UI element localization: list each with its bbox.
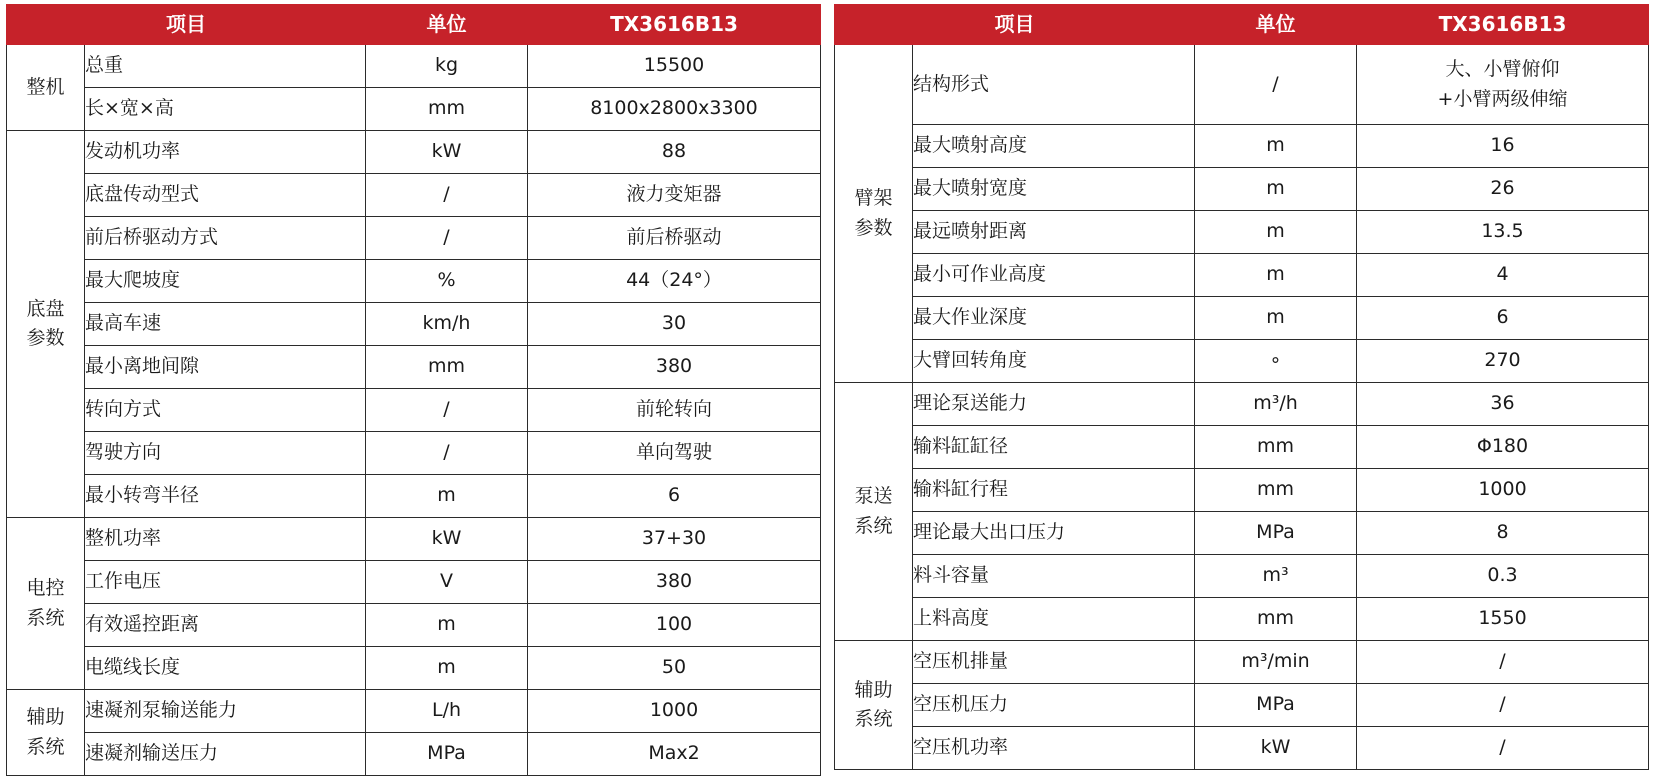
spec-value: 26	[1357, 168, 1649, 211]
group-label-line: 臂架	[854, 187, 893, 210]
spec-row	[7, 131, 821, 174]
spec-row	[7, 260, 821, 303]
spec-row	[7, 346, 821, 389]
spec-unit: m³/min	[1195, 641, 1357, 684]
spec-value	[1357, 45, 1649, 125]
group-label-line: 系统	[26, 606, 65, 629]
spec-value: 13.5	[1357, 211, 1649, 254]
spec-value: 36	[1357, 383, 1649, 426]
group-label	[7, 690, 85, 776]
spec-value: 液力变矩器	[528, 174, 821, 217]
spec-item: 最小转弯半径	[85, 475, 366, 518]
spec-item: 最小可作业高度	[913, 254, 1195, 297]
spec-item: 最远喷射距离	[913, 211, 1195, 254]
spec-value-line: +小臂两级伸缩	[1437, 87, 1568, 110]
spec-unit: m³	[1195, 555, 1357, 598]
spec-value: 前后桥驱动	[528, 217, 821, 260]
spec-item: 总重	[85, 45, 366, 88]
group-label	[7, 131, 85, 518]
spec-unit: L/h	[366, 690, 528, 733]
spec-value: 50	[528, 647, 821, 690]
spec-unit: MPa	[1195, 684, 1357, 727]
spec-item: 料斗容量	[913, 555, 1195, 598]
spec-item: 理论最大出口压力	[913, 512, 1195, 555]
spec-row	[7, 733, 821, 776]
spec-unit: /	[1195, 45, 1357, 125]
spec-row	[7, 647, 821, 690]
spec-value: 6	[528, 475, 821, 518]
header-item: 项目	[835, 5, 1195, 45]
spec-row	[7, 88, 821, 131]
spec-row	[7, 518, 821, 561]
spec-unit: mm	[366, 346, 528, 389]
spec-value: /	[1357, 727, 1649, 770]
spec-unit: m	[1195, 211, 1357, 254]
spec-item: 上料高度	[913, 598, 1195, 641]
spec-table-right	[834, 4, 1649, 770]
spec-unit: /	[366, 389, 528, 432]
spec-unit: kW	[366, 131, 528, 174]
spec-unit: mm	[366, 88, 528, 131]
spec-unit: kW	[366, 518, 528, 561]
spec-unit: /	[366, 217, 528, 260]
spec-value: 37+30	[528, 518, 821, 561]
spec-item: 发动机功率	[85, 131, 366, 174]
spec-row	[7, 303, 821, 346]
header-item: 项目	[7, 5, 366, 45]
spec-item: 输料缸行程	[913, 469, 1195, 512]
header-row	[7, 5, 821, 45]
group-label	[7, 518, 85, 690]
group-label-line: 系统	[854, 514, 893, 537]
spec-value: 8	[1357, 512, 1649, 555]
spec-item: 有效遥控距离	[85, 604, 366, 647]
header-row	[835, 5, 1649, 45]
group-label	[835, 45, 913, 383]
spec-unit: kg	[366, 45, 528, 88]
spec-value: 前轮转向	[528, 389, 821, 432]
spec-value: 6	[1357, 297, 1649, 340]
spec-row	[835, 297, 1649, 340]
spec-value: /	[1357, 641, 1649, 684]
spec-row	[835, 45, 1649, 125]
spec-unit: km/h	[366, 303, 528, 346]
spec-item: 最大爬坡度	[85, 260, 366, 303]
spec-value: 88	[528, 131, 821, 174]
spec-row	[835, 211, 1649, 254]
spec-unit: m	[1195, 168, 1357, 211]
spec-row	[835, 254, 1649, 297]
spec-item: 速凝剂输送压力	[85, 733, 366, 776]
group-label-line: 整机	[26, 75, 65, 98]
spec-row	[835, 168, 1649, 211]
spec-row	[835, 340, 1649, 383]
spec-row	[7, 561, 821, 604]
spec-unit: m³/h	[1195, 383, 1357, 426]
spec-value: 44（24°）	[528, 260, 821, 303]
spec-row	[7, 389, 821, 432]
spec-unit: V	[366, 561, 528, 604]
spec-unit: mm	[1195, 469, 1357, 512]
spec-unit: m	[366, 604, 528, 647]
spec-item: 底盘传动型式	[85, 174, 366, 217]
group-label-line: 参数	[854, 216, 893, 239]
header-unit: 单位	[1195, 5, 1357, 45]
header-model: TX3616B13	[528, 5, 821, 45]
spec-unit: ∘	[1195, 340, 1357, 383]
spec-row	[835, 727, 1649, 770]
spec-item: 输料缸缸径	[913, 426, 1195, 469]
spec-item: 空压机排量	[913, 641, 1195, 684]
group-label	[835, 383, 913, 641]
spec-item: 驾驶方向	[85, 432, 366, 475]
spec-value: /	[1357, 684, 1649, 727]
spec-unit: /	[366, 432, 528, 475]
spec-value: 15500	[528, 45, 821, 88]
spec-unit: m	[1195, 297, 1357, 340]
spec-item: 结构形式	[913, 45, 1195, 125]
spec-value: 1000	[1357, 469, 1649, 512]
spec-row	[835, 426, 1649, 469]
group-label-line: 底盘	[26, 297, 65, 320]
spec-unit: /	[366, 174, 528, 217]
spec-row	[835, 469, 1649, 512]
spec-row	[7, 432, 821, 475]
spec-value: 4	[1357, 254, 1649, 297]
group-label-line: 泵送	[854, 485, 893, 508]
spec-item: 最大喷射宽度	[913, 168, 1195, 211]
spec-value: 单向驾驶	[528, 432, 821, 475]
spec-table-left	[6, 4, 821, 776]
group-label-line: 电控	[26, 577, 65, 600]
spec-value: 1000	[528, 690, 821, 733]
spec-item: 整机功率	[85, 518, 366, 561]
spec-unit: MPa	[1195, 512, 1357, 555]
spec-row	[7, 174, 821, 217]
group-label-line: 参数	[26, 327, 65, 349]
spec-item: 空压机功率	[913, 727, 1195, 770]
spec-row	[835, 512, 1649, 555]
header-model: TX3616B13	[1357, 5, 1649, 45]
spec-value: Max2	[528, 733, 821, 776]
spec-unit: %	[366, 260, 528, 303]
spec-unit: m	[1195, 254, 1357, 297]
spec-item: 最大喷射高度	[913, 125, 1195, 168]
group-label-line: 辅助	[26, 706, 65, 729]
spec-value: 380	[528, 346, 821, 389]
spec-item: 大臂回转角度	[913, 340, 1195, 383]
spec-value: Φ180	[1357, 426, 1649, 469]
spec-row	[835, 641, 1649, 684]
spec-item: 空压机压力	[913, 684, 1195, 727]
spec-item: 速凝剂泵输送能力	[85, 690, 366, 733]
group-label	[7, 45, 85, 131]
header-unit: 单位	[366, 5, 528, 45]
spec-row	[835, 684, 1649, 727]
spec-row	[7, 217, 821, 260]
spec-unit: m	[366, 647, 528, 690]
spec-value: 8100x2800x3300	[528, 88, 821, 131]
spec-unit: mm	[1195, 426, 1357, 469]
spec-row	[835, 555, 1649, 598]
group-label-line: 辅助	[854, 678, 893, 701]
spec-unit: kW	[1195, 727, 1357, 770]
spec-value: 100	[528, 604, 821, 647]
spec-item: 理论泵送能力	[913, 383, 1195, 426]
spec-row	[7, 45, 821, 88]
spec-unit: m	[1195, 125, 1357, 168]
spec-unit: mm	[1195, 598, 1357, 641]
spec-value: 30	[528, 303, 821, 346]
group-label-line: 系统	[26, 735, 65, 758]
spec-item: 长×宽×高	[85, 88, 366, 131]
spec-item: 前后桥驱动方式	[85, 217, 366, 260]
spec-row	[7, 604, 821, 647]
spec-item: 最高车速	[85, 303, 366, 346]
spec-value-line: 大、小臂俯仰	[1445, 58, 1560, 81]
spec-value: 16	[1357, 125, 1649, 168]
spec-value: 1550	[1357, 598, 1649, 641]
spec-item: 工作电压	[85, 561, 366, 604]
spec-value: 0.3	[1357, 555, 1649, 598]
spec-unit: MPa	[366, 733, 528, 776]
spec-item: 转向方式	[85, 389, 366, 432]
spec-value: 380	[528, 561, 821, 604]
spec-row	[7, 475, 821, 518]
spec-item: 最小离地间隙	[85, 346, 366, 389]
group-label	[835, 641, 913, 770]
spec-row	[7, 690, 821, 733]
group-label-line: 系统	[854, 708, 893, 730]
spec-unit: m	[366, 475, 528, 518]
spec-item: 最大作业深度	[913, 297, 1195, 340]
spec-row	[835, 383, 1649, 426]
spec-row	[835, 598, 1649, 641]
spec-row	[835, 125, 1649, 168]
spec-value: 270	[1357, 340, 1649, 383]
spec-item: 电缆线长度	[85, 647, 366, 690]
